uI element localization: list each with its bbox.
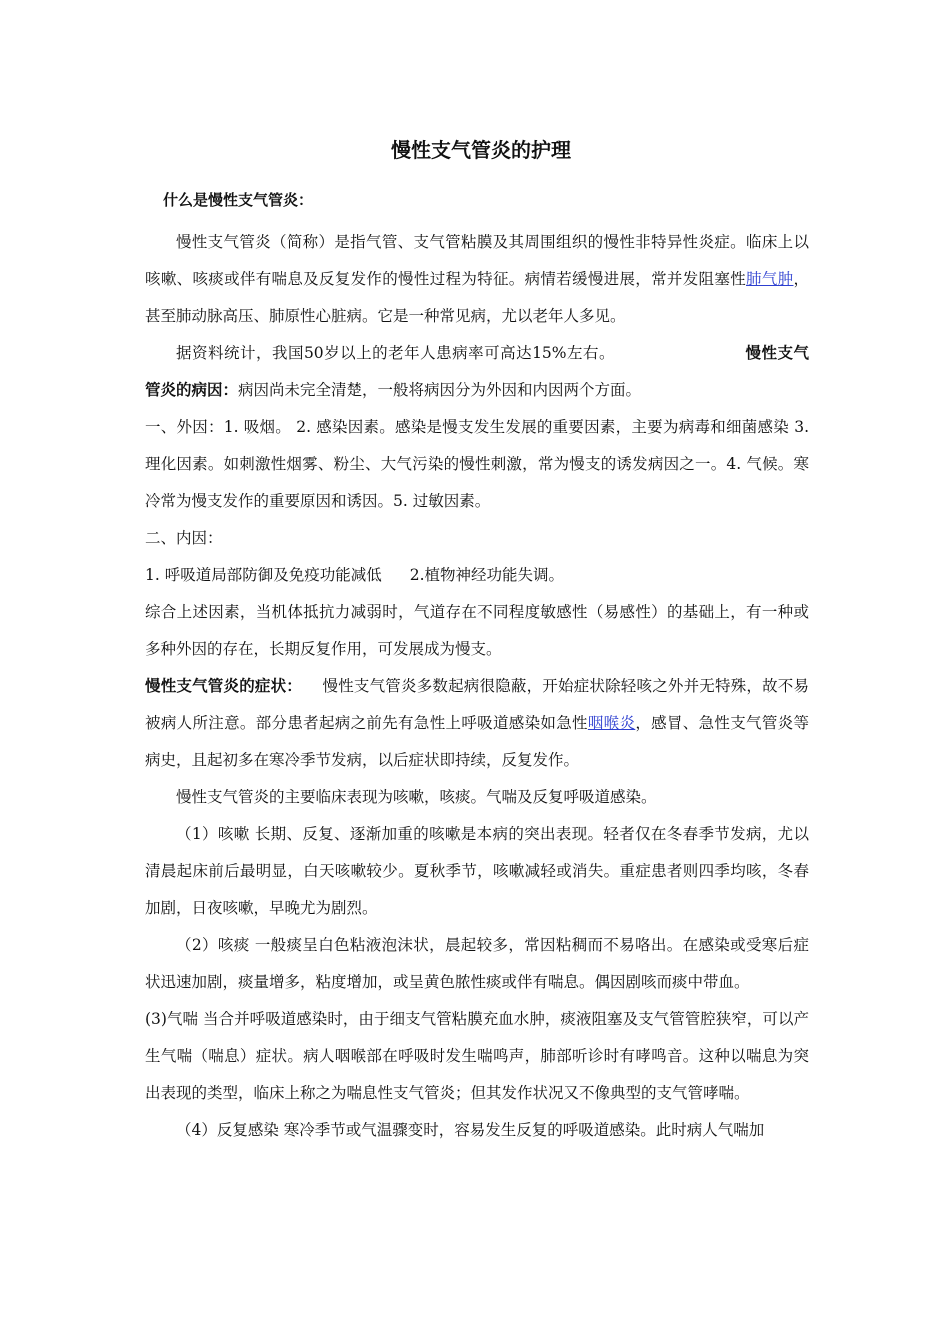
causes-heading: 慢性支气管炎的病因： [145, 344, 809, 399]
main-symptoms-paragraph: 慢性支气管炎的主要临床表现为咳嗽，咳痰。气喘及反复呼吸道感染。 [176, 788, 657, 806]
page-title: 慢性支气管炎的护理 [391, 138, 571, 162]
internal-cause-item-2: 2.植物神经功能失调。 [409, 566, 565, 584]
sputum-paragraph: （2）咳痰 一般痰呈白色粘液泡沫状，晨起较多，常因粘稠而不易咯出。在感染或受寒后症状迅速加剧，痰量增多，粘度增加，或呈黄色脓性痰或伴有喘息。偶因剧咳而痰中带血。 [145, 936, 809, 991]
internal-causes-heading: 二、内因： [145, 529, 223, 547]
symptoms-text-1: 慢性支气管炎多数起病很隐蔽，开始症状除轻咳之外并无特殊，故不易被病人所注意。部分患者起病之前先有急性上呼吸道感染如急性 [145, 677, 809, 732]
internal-causes-items [145, 557, 809, 594]
document-body [145, 135, 809, 1149]
definition-paragraph [145, 224, 809, 335]
causes-summary-paragraph: 综合上述因素，当机体抵抗力减弱时，气道存在不同程度敏感性（易感性）的基础上，有一种或多种外因的存在，长期反复作用，可发展成为慢支。 [145, 603, 809, 658]
definition-text-2: ，甚至肺动脉高压、肺原性心脏病。它是一种常见病，尤以老年人多见。 [145, 270, 809, 325]
statistics-text: 据资料统计，我国50岁以上的老年人患病率可高达15%左右。 [176, 344, 615, 362]
emphysema-link[interactable]: 肺气肿 [746, 270, 794, 288]
cough-paragraph: （1）咳嗽 长期、反复、逐渐加重的咳嗽是本病的突出表现。轻者仅在冬春季节发病，尤以清晨起床前后最明显，白天咳嗽较少。夏秋季节，咳嗽减轻或消失。重症患者则四季均咳，冬春加剧，日夜咳嗽，早晚尤为剧烈。 [145, 825, 809, 917]
internal-cause-item-1: 1. 呼吸道局部防御及免疫功能减低 [145, 566, 382, 584]
infection-paragraph: （4）反复感染 寒冷季节或气温骤变时，容易发生反复的呼吸道感染。此时病人气喘加 [176, 1121, 765, 1139]
symptoms-paragraph [145, 668, 809, 779]
pharyngitis-link[interactable]: 咽喉炎 [587, 714, 636, 732]
external-causes-paragraph: 一、外因：1. 吸烟。 2. 感染因素。感染是慢支发生发展的重要因素，主要为病毒和细菌感染 3. 理化因素。如刺激性烟雾、粉尘、大气污染的慢性刺激，常为慢支的诱发病因之一。4. 气候。寒冷常为慢支发作的重要原因和诱因。5. 过敏因素。 [145, 418, 809, 510]
symptoms-text-2: ，感冒、急性支气管炎等病史，且起初多在寒冷季节发病，以后症状即持续，反复发作。 [145, 714, 809, 769]
symptoms-heading: 慢性支气管炎的症状： [145, 677, 302, 695]
causes-text: 病因尚未完全清楚，一般将病因分为外因和内因两个方面。 [238, 381, 642, 399]
statistics-causes-paragraph [145, 335, 809, 409]
definition-text-1: 慢性支气管炎（简称）是指气管、支气管粘膜及其周围组织的慢性非特异性炎症。临床上以咳嗽、咳痰或伴有喘息及反复发作的慢性过程为特征。病情若缓慢进展，常并发阻塞性 [145, 233, 809, 288]
wheeze-paragraph: (3)气喘 当合并呼吸道感染时，由于细支气管粘膜充血水肿，痰液阻塞及支气管管腔狭窄，可以产生气喘（喘息）症状。病人咽喉部在呼吸时发生喘鸣声，肺部听诊时有哮鸣音。这种以喘息为突出表现的类型，临床上称之为喘息性支气管炎；但其发作状况又不像典型的支气管哮喘。 [145, 1010, 809, 1102]
what-is-heading: 什么是慢性支气管炎： [163, 191, 314, 209]
